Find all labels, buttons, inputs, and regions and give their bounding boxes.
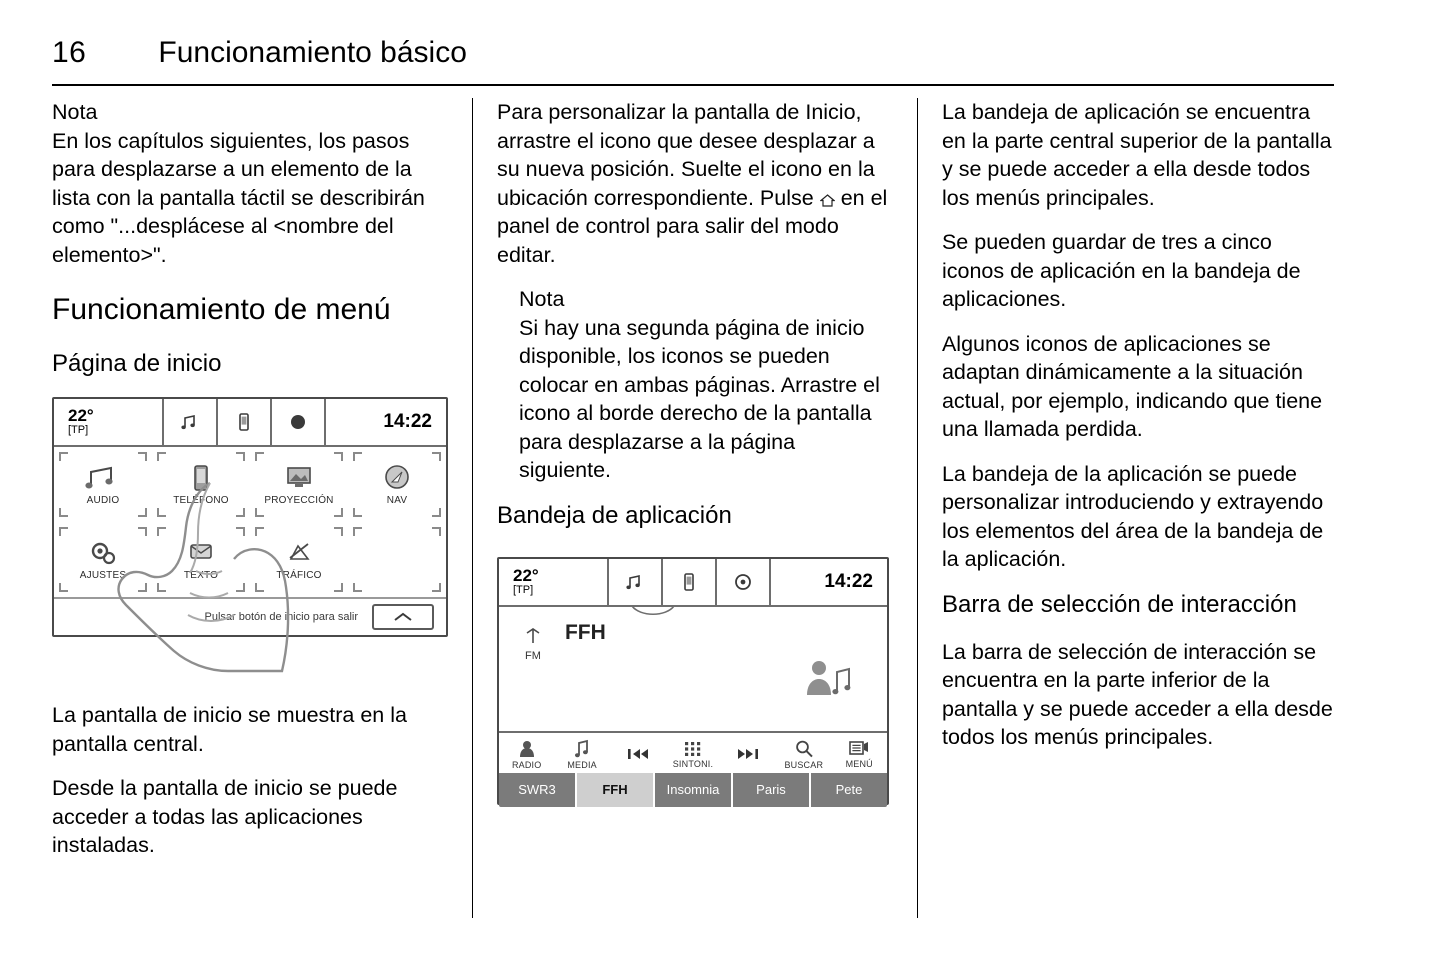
app-icon-settings[interactable]	[54, 522, 152, 597]
corner-mark	[334, 583, 343, 592]
column-3	[942, 98, 1334, 918]
status-bar	[54, 399, 446, 447]
control-search[interactable]	[776, 739, 831, 770]
column-divider-2	[917, 98, 918, 918]
subheading-interaction-bar: Barra de selección de interacción	[941, 590, 1297, 618]
corner-mark	[236, 508, 245, 517]
info-icon[interactable]	[717, 559, 769, 605]
edit-mode-hint-bar	[54, 597, 446, 635]
control-tune[interactable]	[665, 740, 720, 769]
app-tray[interactable]	[607, 559, 771, 605]
corner-mark	[236, 527, 245, 536]
app-label: AJUSTES	[79, 570, 127, 581]
record-dot-icon[interactable]	[272, 399, 324, 445]
radio-main-area	[499, 607, 887, 733]
header-divider	[52, 84, 1334, 86]
tp-indicator: [TP]	[68, 424, 89, 437]
corner-mark	[236, 452, 245, 461]
app-label: PROYECCIÓN	[264, 495, 334, 506]
home-arrow-button[interactable]	[372, 604, 434, 630]
tray-para-3: Algunos iconos de aplicaciones se adaptan dinámicamente a la situación actual, por ejemplo, indicando que tiene una llamada perdida.	[941, 331, 1323, 441]
corner-mark	[138, 583, 147, 592]
tray-para-4: La bandeja de la aplicación se puede personalizar introduciendo y extrayendo los elementos del área de la bandeja de la aplicación.	[941, 461, 1324, 571]
infotainment-screen-radio	[497, 557, 889, 805]
customize-home-para	[497, 98, 893, 269]
apps-grid	[54, 447, 446, 597]
preset-bar[interactable]	[499, 773, 887, 807]
column-2	[497, 98, 893, 918]
corner-mark	[334, 527, 343, 536]
corner-mark	[432, 583, 441, 592]
app-icon-empty[interactable]	[348, 522, 446, 597]
station-name: FFH	[564, 620, 606, 644]
figure-home-screen	[52, 397, 448, 679]
phone-icon[interactable]	[663, 559, 717, 605]
home-button-icon	[820, 194, 835, 207]
note-text: Si hay una segunda página de inicio disponible, los iconos se pueden colocar en ambas páginas. Arrastre el icono al borde derecho de la pantalla para desplazarse a la página siguiente.	[518, 315, 880, 482]
corner-mark	[59, 583, 68, 592]
control-media[interactable]	[554, 739, 609, 770]
app-icon-traffic[interactable]	[250, 522, 348, 597]
control-label: MEDIA	[567, 760, 597, 770]
clock-display: 14:22	[383, 411, 432, 432]
app-icon-nav[interactable]	[348, 447, 446, 522]
note-label: Nota	[518, 287, 565, 311]
corner-mark	[334, 452, 343, 461]
tray-para-1: La bandeja de aplicación se encuentra en la parte central superior de la pantalla y se puede acceder a ella desde todos los menús principales.	[941, 100, 1332, 210]
antenna-icon	[525, 625, 541, 647]
corner-mark	[59, 452, 68, 461]
corner-mark	[353, 583, 362, 592]
corner-mark	[157, 527, 166, 536]
home-screen-para-2: Desde la pantalla de inicio se puede acceder a todas las aplicaciones instaladas.	[52, 776, 398, 857]
corner-mark	[236, 583, 245, 592]
menu-icon	[848, 740, 870, 758]
subheading-app-tray: Bandeja de aplicación	[496, 501, 732, 529]
media-note-icon[interactable]	[164, 399, 218, 445]
search-icon	[794, 739, 814, 759]
app-label: TEXTO	[183, 570, 219, 581]
radio-icon	[516, 739, 538, 759]
temperature-display	[499, 567, 607, 596]
corner-mark	[59, 508, 68, 517]
interaction-selector-bar[interactable]	[499, 733, 887, 777]
corner-mark	[353, 452, 362, 461]
temperature-value: 22°	[512, 565, 539, 585]
compass-icon	[379, 463, 415, 493]
corner-mark	[255, 527, 264, 536]
corner-mark	[138, 527, 147, 536]
corner-mark	[157, 583, 166, 592]
corner-mark	[157, 508, 166, 517]
clock-display: 14:22	[824, 570, 873, 592]
corner-mark	[353, 527, 362, 536]
app-label: TELÉFONO	[173, 495, 229, 506]
note-label: Nota	[52, 100, 98, 124]
message-icon	[183, 538, 219, 568]
figure-radio-screen	[497, 549, 893, 849]
page-title: Funcionamiento básico	[158, 36, 467, 69]
columns-container	[52, 98, 1334, 918]
tp-indicator: [TP]	[512, 583, 534, 596]
page-header	[52, 36, 1334, 84]
corner-mark	[432, 452, 441, 461]
band-indicator	[525, 625, 541, 662]
corner-mark	[138, 508, 147, 517]
customize-home-text-end: en el panel de control para salir del modo editar.	[496, 185, 888, 267]
app-label: TRÁFICO	[276, 570, 322, 581]
corner-mark	[432, 508, 441, 517]
preset-button-active[interactable]: FFH	[577, 773, 655, 807]
note-text: En los capítulos siguientes, los pasos para desplazarse a un elemento de la lista con la pantalla táctil se describirán como "...desplácese al <nombre del elemento>".	[52, 128, 425, 267]
corner-mark	[255, 583, 264, 592]
temperature-value: 22°	[68, 406, 94, 426]
control-menu[interactable]	[832, 740, 887, 769]
corner-mark	[255, 508, 264, 517]
app-icon-phone[interactable]	[152, 447, 250, 522]
note-icon	[572, 739, 592, 759]
page-number: 16	[52, 36, 87, 69]
traffic-icon	[281, 538, 317, 568]
customize-home-text-start: Para personalizar la pantalla de Inicio, arrastre el icono que desee desplazar a su nueva posición. Suelte el icono en la ubicación correspondiente. Pulse	[496, 100, 875, 210]
app-icon-projection[interactable]	[250, 447, 348, 522]
control-label: RADIO	[511, 760, 542, 770]
heading-menu-operation: Funcionamiento de menú	[52, 293, 391, 326]
edit-mode-hint-text: Pulsar botón de inicio para salir	[204, 611, 358, 623]
gear-icon	[85, 538, 121, 568]
corner-mark	[255, 452, 264, 461]
station-artwork-icon	[801, 655, 853, 703]
previous-track-icon	[626, 745, 650, 763]
preset-button[interactable]: Pete	[835, 782, 863, 797]
next-track-icon	[736, 745, 760, 763]
corner-mark	[432, 527, 441, 536]
phone-icon[interactable]	[218, 399, 272, 445]
infotainment-screen-home	[52, 397, 448, 637]
preset-button[interactable]: Insomnia	[655, 773, 733, 807]
control-radio[interactable]	[499, 739, 554, 770]
app-icon-text[interactable]	[152, 522, 250, 597]
control-label: SINTONI.	[672, 759, 714, 769]
interaction-bar-para: La barra de selección de interacción se encuentra en la parte inferior de la pantalla y se puede acceder a ella desde todos los menús principales.	[941, 639, 1333, 749]
control-previous[interactable]	[610, 745, 665, 764]
temperature-display	[54, 407, 162, 436]
control-next[interactable]	[721, 745, 776, 764]
column-divider-1	[472, 98, 473, 918]
home-screen-para-1: La pantalla de inicio se muestra en la pantalla central.	[52, 703, 407, 756]
band-label: FM	[525, 649, 541, 662]
corner-mark	[334, 508, 343, 517]
corner-mark	[353, 508, 362, 517]
corner-mark	[59, 527, 68, 536]
audio-icon	[85, 463, 121, 493]
status-bar	[499, 559, 887, 607]
app-icon-audio[interactable]	[54, 447, 152, 522]
keypad-icon	[683, 740, 703, 758]
preset-button[interactable]: Paris	[733, 773, 811, 807]
media-note-icon[interactable]	[609, 559, 663, 605]
corner-mark	[157, 452, 166, 461]
column-1	[52, 98, 448, 918]
control-label: BUSCAR	[784, 760, 824, 770]
app-tray[interactable]	[162, 399, 326, 445]
phone-icon	[183, 463, 219, 493]
projection-icon	[281, 463, 317, 493]
control-label: MENÚ	[845, 759, 873, 769]
app-label: AUDIO	[86, 495, 120, 506]
app-label: NAV	[386, 495, 408, 506]
preset-button[interactable]: SWR3	[499, 773, 577, 807]
corner-mark	[138, 452, 147, 461]
tray-para-2: Se pueden guardar de tres a cinco iconos de aplicación en la bandeja de aplicaciones.	[941, 230, 1301, 311]
subheading-home-page: Página de inicio	[52, 350, 222, 377]
